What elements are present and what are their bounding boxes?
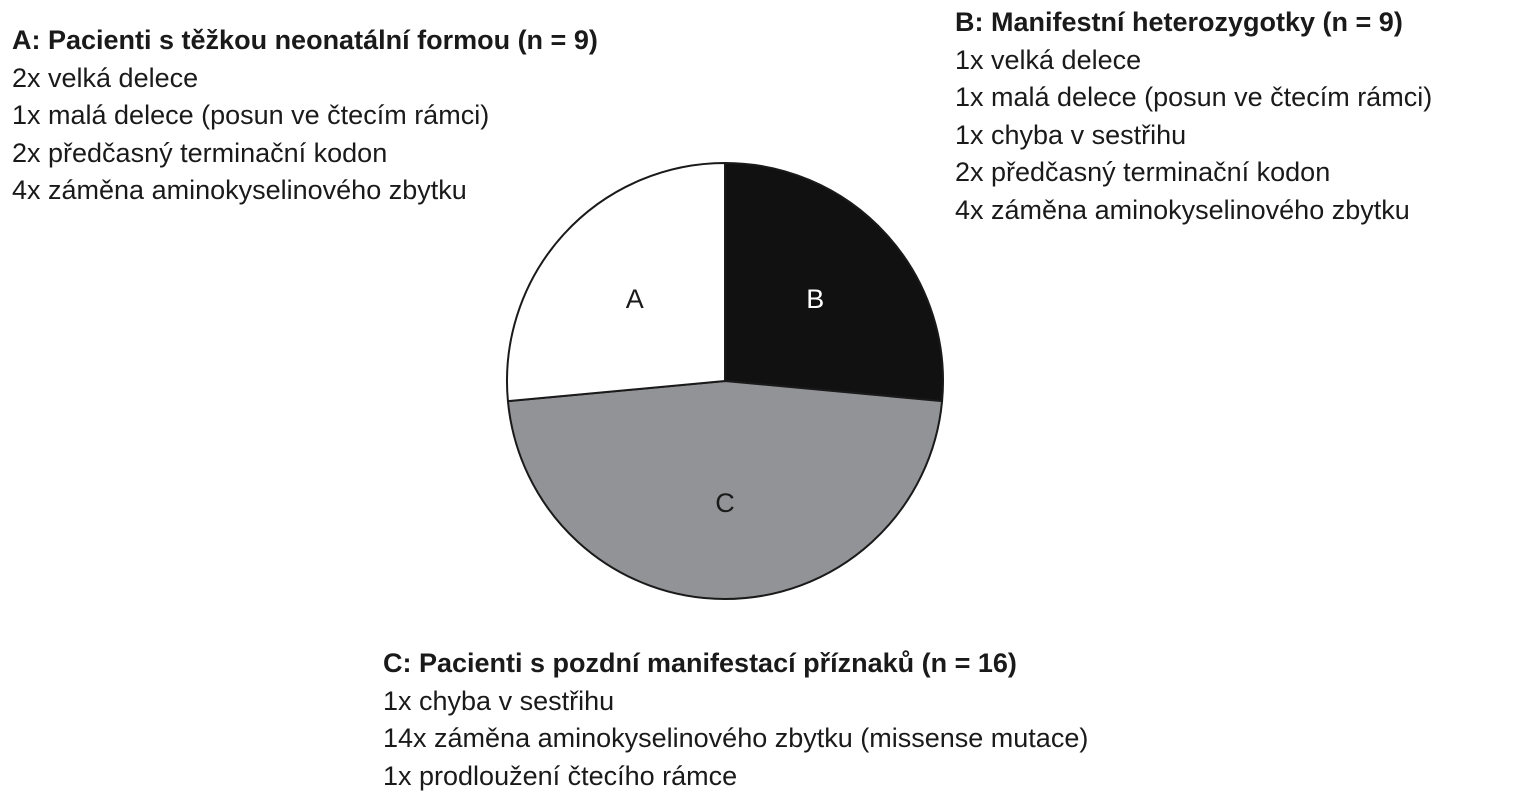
group-b-item: 1x malá delece (posun ve čtecím rámci) — [955, 82, 1433, 112]
group-b-items — [955, 42, 1432, 230]
pie-slice-label-a: A — [625, 283, 644, 314]
group-b-legend — [955, 4, 1432, 229]
group-c-item: 1x chyba v sestřihu — [383, 685, 615, 716]
group-b-title: B: Manifestní heterozygotky (n = 9) — [955, 7, 1403, 37]
group-b-item: 2x předčasný terminační kodon — [955, 157, 1331, 187]
group-b-item: 1x velká delece — [955, 44, 1142, 75]
group-a-item: 2x předčasný terminační kodon — [12, 137, 388, 168]
group-a-legend — [12, 22, 598, 210]
group-a-item: 4x záměna aminokyselinového zbytku — [12, 175, 467, 205]
group-a-item: 1x malá delece (posun ve čtecím rámci) — [12, 100, 490, 130]
group-a-item: 2x velká delece — [12, 62, 199, 93]
pie-slices — [507, 163, 943, 599]
group-c-item: 14x záměna aminokyselinového zbytku (missense mutace) — [383, 723, 1089, 753]
pie-slice-label-b: B — [806, 283, 825, 314]
group-a-title: A: Pacienti s těžkou neonatální formou (n = 9) — [12, 25, 598, 55]
group-b-item: 1x chyba v sestřihu — [955, 119, 1187, 150]
group-a-items — [12, 60, 598, 210]
group-c-item: 1x prodloužení čtecího rámce — [383, 760, 738, 791]
group-c-items — [383, 683, 1088, 796]
pie-slice-b — [725, 163, 943, 401]
group-b-item: 4x záměna aminokyselinového zbytku — [955, 194, 1410, 225]
group-c-legend — [383, 645, 1088, 795]
pie-slice-label-c: C — [715, 488, 735, 519]
group-c-title: C: Pacienti s pozdní manifestací příznaků (n = 16) — [383, 648, 1017, 678]
